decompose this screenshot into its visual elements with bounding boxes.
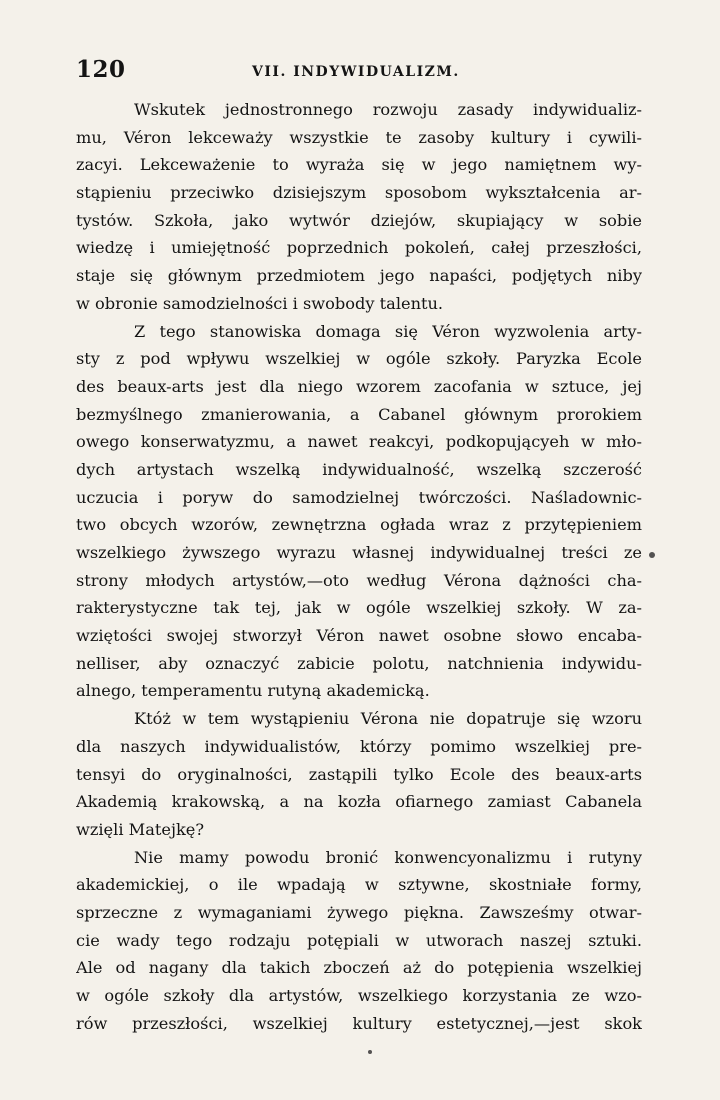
text-line: Z tego stanowiska domaga się Véron wyzwolenia arty-	[134, 321, 642, 341]
text-line: zacyi. Lekceważenie to wyraża się w jego namiętnem wy-	[76, 155, 642, 175]
text-line: Akademią krakowską, a na kozła ofiarnego zamiast Cabanela	[76, 792, 642, 812]
text-line: w obronie samodzielności i swobody talentu.	[76, 293, 444, 313]
text-line: wzięli Matejkę?	[76, 819, 205, 839]
text-line: w ogóle szkoły dla artystów, wszelkiego korzystania ze wzo-	[76, 986, 642, 1005]
text-line: dych artystach wszelką indywidualność, wszelką szczerość	[76, 459, 642, 479]
text-line: staje się głównym przedmiotem jego napaści, podjętych niby	[76, 266, 642, 286]
text-line: akademickiej, o ile wpadają w sztywne, skostniałe formy,	[76, 875, 642, 895]
text-line: sty z pod wpływu wszelkiej w ogóle szkoły. Paryzka Ecole	[76, 349, 642, 369]
text-line: Nie mamy powodu bronić konwencyonalizmu i rutyny	[134, 847, 642, 867]
text-line: Wskutek jednostronnego rozwoju zasady indywidualiz-	[134, 100, 642, 119]
text-line: mu, Véron lekceważy wszystkie te zasoby kultury i cywili-	[76, 127, 642, 147]
text-line: bezmyślnego zmanierowania, a Cabanel głównym prorokiem	[76, 404, 642, 424]
text-line: cie wady tego rodzaju potępiali w utworach naszej sztuki.	[76, 930, 642, 950]
ink-speck	[368, 1050, 372, 1054]
text-line: sprzeczne z wymaganiami żywego piękna. Zawsześmy otwar-	[76, 902, 642, 922]
text-line: rakterystyczne tak tej, jak w ogóle wszelkiej szkoły. W za-	[76, 598, 642, 618]
paragraph	[76, 96, 642, 318]
body-text	[76, 96, 642, 1037]
text-line: uczucia i poryw do samodzielnej twórczości. Naśladownic-	[76, 487, 642, 507]
text-line: wiedzę i umiejętność poprzednich pokoleń, całej przeszłości,	[76, 238, 642, 258]
text-line: owego konserwatyzmu, a nawet reakcyi, podkopującyeh w mło-	[76, 432, 642, 452]
text-line: stąpieniu przeciwko dzisiejszym sposobom wykształcenia ar-	[76, 183, 642, 203]
ink-speck	[649, 552, 655, 558]
text-line: nelliser, aby oznaczyć zabicie polotu, natchnienia indywidu-	[76, 653, 642, 673]
text-line: strony młodych artystów,—oto według Vérona dążności cha-	[76, 570, 642, 590]
running-title: VII. INDYWIDUALIZM.	[252, 64, 460, 80]
text-line: Któż w tem wystąpieniu Vérona nie dopatruje się wzoru	[134, 709, 642, 729]
text-line: wziętości swojej stworzył Véron nawet osobne słowo encaba-	[76, 626, 642, 646]
paragraph	[76, 705, 642, 843]
text-line: Ale od nagany dla takich zboczeń aż do potępienia wszelkiej	[76, 958, 642, 978]
text-line: des beaux-arts jest dla niego wzorem zacofania w sztuce, jej	[76, 376, 642, 396]
text-line: rów przeszłości, wszelkiej kultury estetycznej,—jest skok	[76, 1013, 642, 1033]
page-header	[76, 56, 651, 96]
page-number: 120	[76, 56, 126, 83]
text-line: alnego, temperamentu rutyną akademicką.	[76, 681, 430, 701]
text-line: tystów. Szkoła, jako wytwór dziejów, skupiający w sobie	[76, 210, 642, 230]
paragraph	[76, 318, 642, 706]
paragraph	[76, 844, 642, 1038]
text-line: dla naszych indywidualistów, którzy pomimo wszelkiej pre-	[76, 736, 642, 756]
text-line: wszelkiego żywszego wyrazu własnej indywidualnej treści ze	[76, 543, 642, 562]
text-line: two obcych wzorów, zewnętrzna ogłada wraz z przytępieniem	[76, 515, 642, 535]
text-line: tensyi do oryginalności, zastąpili tylko Ecole des beaux-arts	[76, 764, 642, 784]
